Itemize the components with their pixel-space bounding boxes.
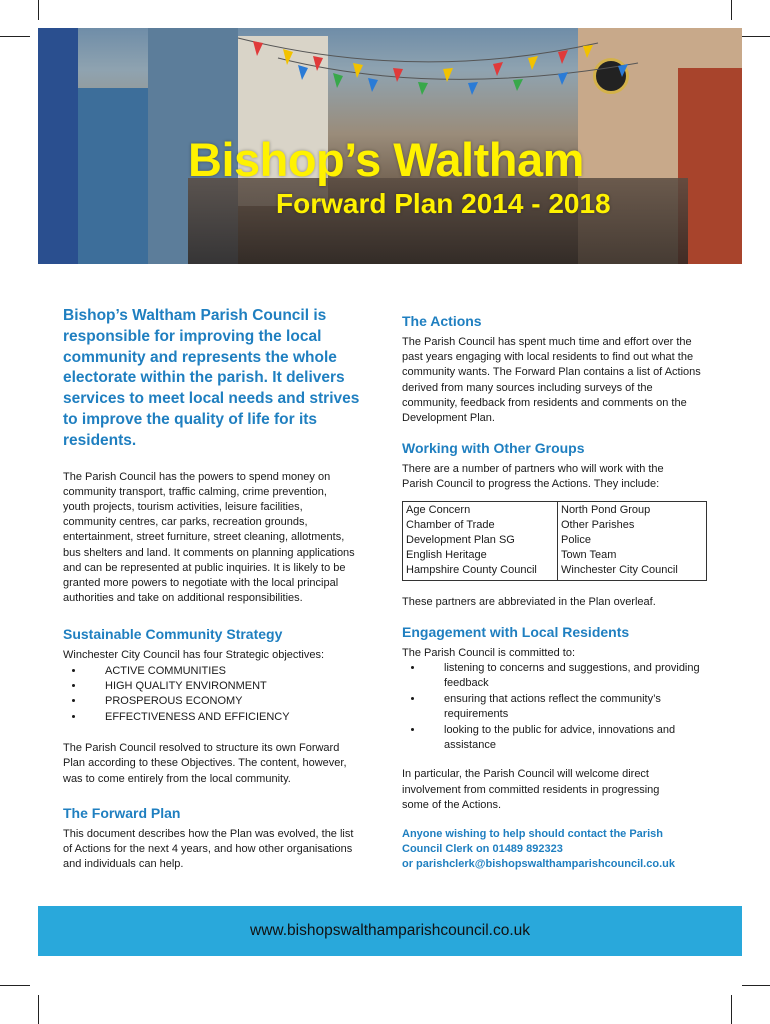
list-item: • ensuring that actions reflect the community’s requirements (424, 692, 714, 723)
actions-heading: The Actions (402, 313, 482, 329)
list-item: • ACTIVE COMMUNITIES (85, 664, 363, 679)
scs-heading: Sustainable Community Strategy (63, 626, 283, 643)
engagement-heading: Engagement with Local Residents (402, 623, 630, 640)
table-cell: Winchester City Council (561, 563, 678, 576)
right-column (402, 313, 708, 871)
table-cell: North Pond Group (561, 503, 651, 516)
crop-mark (38, 0, 39, 20)
engagement-outro: In particular, the Parish Council will welcome direct involvement from committed residents in progressing some of the Actions. (402, 768, 660, 811)
crop-mark (731, 995, 732, 1024)
list-item: • listening to concerns and suggestions, and providing feedback (424, 661, 714, 692)
scs-intro: Winchester City Council has four Strategic objectives: (63, 649, 325, 662)
contact-email[interactable]: or parishclerk@bishopswalthamparishcouncil.co.uk (402, 857, 675, 870)
crop-mark (731, 0, 732, 20)
groups-text: There are a number of partners who will work with the Parish Council to progress the Actions. They include: (402, 463, 664, 491)
bunting (38, 28, 742, 118)
list-item: • PROSPEROUS ECONOMY (85, 694, 363, 709)
hero-photo (38, 28, 742, 264)
crop-mark (0, 36, 30, 37)
partners-right-cell (558, 501, 707, 580)
forward-plan-text: This document describes how the Plan was evolved, the list of Actions for the next 4 years, and how other organisations and individuals can help. (63, 827, 354, 871)
table-cell: Town Team (561, 548, 617, 561)
engagement-intro: The Parish Council is committed to: (402, 646, 576, 659)
crop-mark (742, 985, 770, 986)
crop-mark (742, 36, 770, 37)
hero-subtitle: Forward Plan 2014 - 2018 (276, 188, 611, 219)
crop-mark (38, 995, 39, 1024)
footer-band (38, 906, 742, 956)
forward-plan-heading: The Forward Plan (63, 804, 181, 821)
groups-heading: Working with Other Groups (402, 440, 585, 457)
scs-outro: The Parish Council resolved to structure its own Forward Plan according to these Objectives. The content, however, was to come entirely from the local community. (63, 742, 347, 785)
table-cell: Development Plan SG (406, 533, 515, 546)
crop-mark (0, 985, 30, 986)
table-cell: Hampshire County Council (406, 563, 537, 576)
actions-text: The Parish Council has spent much time and effort over the past years engaging with local residents to find out what the community wants. The Forward Plan contains a list of Actions derived from many sources including surveys of the community, feedback from residents and comments on the Development Plan. (402, 336, 701, 425)
table-cell: Other Parishes (561, 518, 635, 531)
partners-table (402, 501, 707, 581)
scs-objectives-list (63, 664, 363, 726)
partners-left-cell (403, 501, 558, 580)
list-item: • HIGH QUALITY ENVIRONMENT (85, 679, 363, 694)
engagement-list (402, 661, 714, 753)
partners-note: These partners are abbreviated in the Plan overleaf. (402, 595, 656, 608)
website-link[interactable]: www.bishopswalthamparishcouncil.co.uk (250, 922, 530, 939)
intro-lead: Bishop’s Waltham Parish Council is responsible for improving the local community and represents the whole electorate within the parish. It delivers services to meet local needs and strives to improve the quality of life for its residents. (63, 307, 360, 449)
list-item: • EFFECTIVENESS AND EFFICIENCY (85, 710, 363, 725)
table-cell: English Heritage (406, 548, 487, 561)
powers-paragraph: The Parish Council has the powers to spend money on community transport, traffic calming, crime prevention, youth projects, tourism activities, leisure facilities, community centres, car parks, recreation grounds, entertainment, street furniture, street cleaning, allotments, bus shelters and land. It comments on planning applications and can be represented at public inquiries. It is likely to be granted more powers to negotiate with the local principal authorities and take on additional responsibilities. (63, 470, 355, 605)
hero-title: Bishop’s Waltham (188, 133, 584, 186)
contact-clerk: Anyone wishing to help should contact the Parish Council Clerk on 01489 892323 (402, 828, 663, 855)
table-cell: Chamber of Trade (406, 518, 495, 531)
left-column (63, 306, 363, 872)
table-cell: Age Concern (406, 503, 471, 516)
table-cell: Police (561, 533, 591, 546)
list-item: • looking to the public for advice, innovations and assistance (424, 723, 714, 754)
